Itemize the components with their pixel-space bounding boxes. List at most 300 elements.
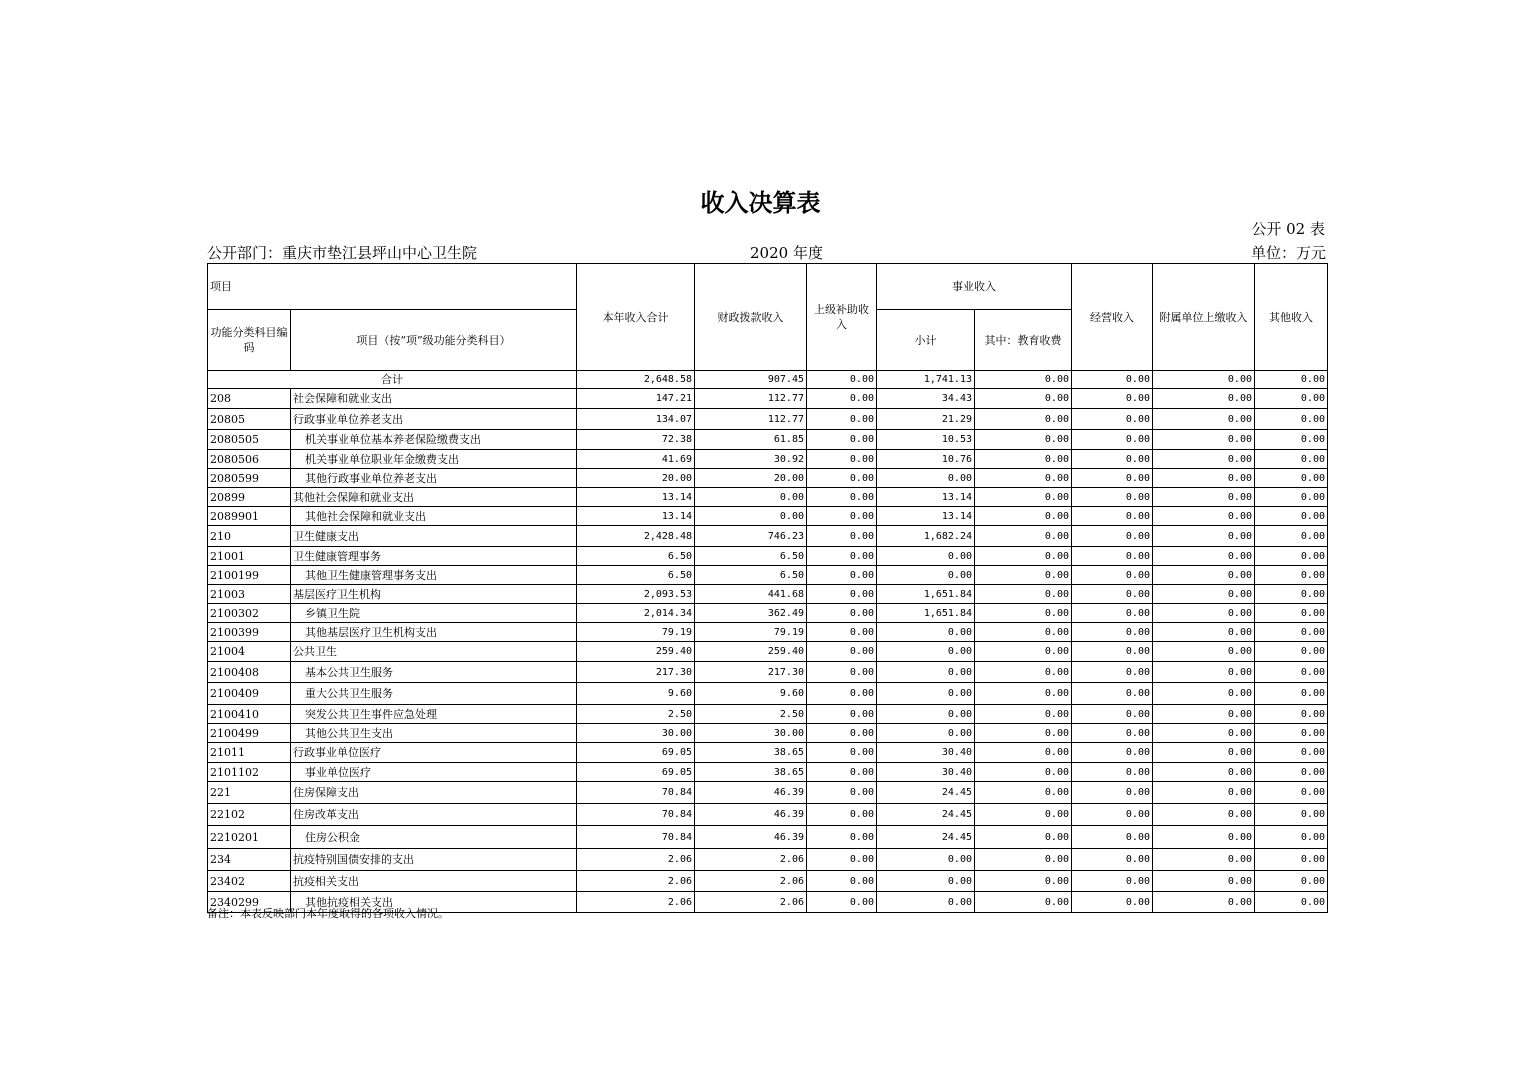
row-name: 其他抗疫相关支出	[291, 892, 577, 913]
table-row	[208, 507, 1328, 526]
row-value: 24.45	[877, 804, 975, 826]
row-value: 0.00	[1072, 782, 1153, 804]
row-value: 0.00	[1072, 585, 1153, 604]
row-value: 0.00	[975, 683, 1072, 705]
row-value: 0.00	[807, 804, 877, 826]
row-value: 0.00	[807, 488, 877, 507]
row-code: 2100199	[208, 566, 291, 585]
row-value: 0.00	[1153, 826, 1255, 849]
row-value: 0.00	[1072, 623, 1153, 642]
row-value: 0.00	[695, 507, 807, 526]
row-value: 0.00	[975, 642, 1072, 662]
row-code: 2210201	[208, 826, 291, 849]
row-value: 0.00	[1153, 705, 1255, 724]
row-name: 抗疫相关支出	[291, 871, 577, 892]
row-value: 0.00	[1255, 705, 1328, 724]
row-value: 0.00	[1255, 763, 1328, 782]
row-value: 0.00	[1072, 743, 1153, 763]
table-row	[208, 724, 1328, 743]
row-value: 0.00	[975, 488, 1072, 507]
header-business: 事业收入	[877, 264, 1072, 310]
table-row	[208, 782, 1328, 804]
row-value: 70.84	[577, 826, 695, 849]
total-value: 0.00	[1255, 371, 1328, 389]
row-value: 0.00	[807, 662, 877, 683]
row-value: 9.60	[577, 683, 695, 705]
row-code: 20805	[208, 409, 291, 430]
row-value: 1,651.84	[877, 604, 975, 623]
table-row	[208, 849, 1328, 871]
row-value: 0.00	[1153, 526, 1255, 547]
row-value: 0.00	[807, 743, 877, 763]
row-value: 0.00	[1255, 507, 1328, 526]
row-name: 突发公共卫生事件应急处理	[291, 705, 577, 724]
row-value: 0.00	[1153, 585, 1255, 604]
row-code: 2100499	[208, 724, 291, 743]
row-value: 147.21	[577, 389, 695, 409]
header-name: 项目（按“项”级功能分类科目）	[291, 310, 577, 371]
row-value: 0.00	[807, 826, 877, 849]
row-value: 13.14	[877, 507, 975, 526]
row-value: 0.00	[975, 623, 1072, 642]
row-value: 69.05	[577, 763, 695, 782]
row-value: 0.00	[877, 724, 975, 743]
row-value: 0.00	[807, 604, 877, 623]
header-subtotal: 小计	[877, 310, 975, 371]
row-value: 0.00	[807, 507, 877, 526]
row-value: 24.45	[877, 826, 975, 849]
row-value: 0.00	[975, 782, 1072, 804]
row-value: 34.43	[877, 389, 975, 409]
row-name: 行政事业单位养老支出	[291, 409, 577, 430]
row-value: 0.00	[1255, 683, 1328, 705]
row-value: 0.00	[807, 849, 877, 871]
header-other: 其他收入	[1255, 264, 1328, 371]
row-value: 6.50	[577, 547, 695, 566]
row-value: 20.00	[695, 469, 807, 488]
row-value: 0.00	[877, 623, 975, 642]
row-value: 2,014.34	[577, 604, 695, 623]
row-value: 2.50	[577, 705, 695, 724]
row-name: 事业单位医疗	[291, 763, 577, 782]
row-value: 0.00	[1072, 642, 1153, 662]
row-value: 6.50	[577, 566, 695, 585]
row-value: 30.40	[877, 743, 975, 763]
table-row	[208, 409, 1328, 430]
row-value: 0.00	[1255, 469, 1328, 488]
row-value: 0.00	[877, 705, 975, 724]
row-value: 0.00	[877, 849, 975, 871]
row-value: 0.00	[975, 871, 1072, 892]
header-total: 本年收入合计	[577, 264, 695, 371]
row-value: 0.00	[975, 826, 1072, 849]
table-row	[208, 526, 1328, 547]
row-value: 0.00	[1255, 547, 1328, 566]
table-row	[208, 488, 1328, 507]
unit-label: 单位：万元	[1250, 244, 1326, 262]
row-value: 0.00	[1255, 782, 1328, 804]
table-row	[208, 604, 1328, 623]
row-value: 0.00	[1072, 871, 1153, 892]
row-value: 0.00	[695, 488, 807, 507]
row-name: 住房保障支出	[291, 782, 577, 804]
table-row	[208, 547, 1328, 566]
header-item: 项目	[208, 264, 577, 310]
header-operation: 经营收入	[1072, 264, 1153, 371]
row-value: 0.00	[975, 604, 1072, 623]
row-value: 0.00	[975, 547, 1072, 566]
total-label: 合计	[208, 371, 577, 389]
row-value: 259.40	[695, 642, 807, 662]
row-value: 0.00	[877, 892, 975, 913]
row-value: 0.00	[1153, 430, 1255, 450]
row-value: 0.00	[1072, 604, 1153, 623]
row-value: 0.00	[1255, 604, 1328, 623]
row-value: 0.00	[1072, 849, 1153, 871]
row-value: 0.00	[807, 450, 877, 469]
row-code: 221	[208, 782, 291, 804]
table-row	[208, 469, 1328, 488]
row-value: 0.00	[807, 430, 877, 450]
header-edu: 其中：教育收费	[975, 310, 1072, 371]
row-value: 0.00	[1072, 892, 1153, 913]
row-value: 38.65	[695, 763, 807, 782]
report-meta	[207, 242, 1326, 262]
row-value: 0.00	[1072, 683, 1153, 705]
row-value: 0.00	[807, 782, 877, 804]
table-body	[208, 371, 1328, 913]
row-value: 0.00	[1153, 763, 1255, 782]
row-name: 住房公积金	[291, 826, 577, 849]
row-value: 746.23	[695, 526, 807, 547]
header-subsidy: 上级补助收入	[807, 264, 877, 371]
department-label: 公开部门：重庆市垫江县坪山中心卫生院	[207, 244, 478, 262]
table-row	[208, 642, 1328, 662]
row-name: 乡镇卫生院	[291, 604, 577, 623]
table-row	[208, 826, 1328, 849]
row-value: 0.00	[975, 763, 1072, 782]
row-value: 0.00	[877, 871, 975, 892]
row-value: 0.00	[1153, 450, 1255, 469]
row-value: 2.06	[695, 892, 807, 913]
row-code: 2100399	[208, 623, 291, 642]
row-name: 重大公共卫生服务	[291, 683, 577, 705]
row-value: 0.00	[877, 566, 975, 585]
row-value: 46.39	[695, 804, 807, 826]
row-value: 0.00	[807, 724, 877, 743]
row-value: 0.00	[1255, 871, 1328, 892]
row-value: 0.00	[1072, 724, 1153, 743]
header-affiliate: 附属单位上缴收入	[1153, 264, 1255, 371]
row-value: 0.00	[1255, 743, 1328, 763]
total-value: 2,648.58	[577, 371, 695, 389]
row-value: 0.00	[1153, 547, 1255, 566]
row-name: 其他卫生健康管理事务支出	[291, 566, 577, 585]
row-name: 其他社会保障和就业支出	[291, 488, 577, 507]
row-value: 24.45	[877, 782, 975, 804]
row-value: 70.84	[577, 782, 695, 804]
row-value: 0.00	[1153, 604, 1255, 623]
row-value: 0.00	[807, 623, 877, 642]
row-value: 0.00	[1072, 450, 1153, 469]
row-value: 46.39	[695, 782, 807, 804]
row-value: 13.14	[577, 488, 695, 507]
row-value: 30.92	[695, 450, 807, 469]
row-name: 抗疫特别国债安排的支出	[291, 849, 577, 871]
row-value: 2,428.48	[577, 526, 695, 547]
page-title: 收入决算表	[700, 189, 821, 217]
row-name: 机关事业单位基本养老保险缴费支出	[291, 430, 577, 450]
row-code: 2100410	[208, 705, 291, 724]
row-value: 0.00	[877, 662, 975, 683]
row-value: 0.00	[975, 507, 1072, 526]
row-value: 0.00	[1255, 642, 1328, 662]
form-number: 公开 02 表	[1251, 220, 1325, 238]
row-value: 0.00	[807, 547, 877, 566]
row-name: 社会保障和就业支出	[291, 389, 577, 409]
row-value: 0.00	[1153, 488, 1255, 507]
row-value: 2.50	[695, 705, 807, 724]
row-value: 0.00	[1255, 450, 1328, 469]
row-value: 0.00	[807, 469, 877, 488]
row-value: 0.00	[1153, 469, 1255, 488]
row-value: 0.00	[975, 430, 1072, 450]
row-value: 0.00	[807, 389, 877, 409]
row-value: 0.00	[807, 892, 877, 913]
row-code: 2101102	[208, 763, 291, 782]
header-fiscal: 财政拨款收入	[695, 264, 807, 371]
row-name: 基层医疗卫生机构	[291, 585, 577, 604]
row-value: 0.00	[1072, 763, 1153, 782]
total-row	[208, 371, 1328, 389]
row-value: 0.00	[975, 892, 1072, 913]
row-value: 0.00	[1153, 507, 1255, 526]
row-name: 卫生健康管理事务	[291, 547, 577, 566]
row-value: 0.00	[1072, 469, 1153, 488]
total-value: 0.00	[975, 371, 1072, 389]
row-value: 2.06	[577, 849, 695, 871]
row-value: 0.00	[807, 526, 877, 547]
row-value: 0.00	[1072, 566, 1153, 585]
row-name: 公共卫生	[291, 642, 577, 662]
row-value: 0.00	[1153, 662, 1255, 683]
row-value: 0.00	[1072, 826, 1153, 849]
row-name: 其他基层医疗卫生机构支出	[291, 623, 577, 642]
row-value: 0.00	[1072, 547, 1153, 566]
row-value: 61.85	[695, 430, 807, 450]
header-code: 功能分类科目编码	[208, 310, 291, 371]
row-value: 0.00	[975, 526, 1072, 547]
row-value: 0.00	[1072, 705, 1153, 724]
row-value: 0.00	[975, 585, 1072, 604]
row-value: 69.05	[577, 743, 695, 763]
row-value: 0.00	[1153, 389, 1255, 409]
row-value: 0.00	[1153, 724, 1255, 743]
row-value: 0.00	[975, 409, 1072, 430]
row-value: 112.77	[695, 409, 807, 430]
total-value: 907.45	[695, 371, 807, 389]
row-value: 2.06	[695, 849, 807, 871]
row-value: 0.00	[807, 763, 877, 782]
row-value: 0.00	[1153, 642, 1255, 662]
table-row	[208, 871, 1328, 892]
row-code: 2100302	[208, 604, 291, 623]
row-value: 79.19	[577, 623, 695, 642]
row-value: 0.00	[1255, 849, 1328, 871]
row-value: 41.69	[577, 450, 695, 469]
row-value: 0.00	[807, 683, 877, 705]
row-name: 基本公共卫生服务	[291, 662, 577, 683]
row-value: 441.68	[695, 585, 807, 604]
row-value: 0.00	[1072, 804, 1153, 826]
table-header	[208, 264, 1328, 371]
row-value: 0.00	[877, 469, 975, 488]
row-value: 70.84	[577, 804, 695, 826]
row-value: 0.00	[1072, 430, 1153, 450]
total-value: 0.00	[1153, 371, 1255, 389]
total-value: 1,741.13	[877, 371, 975, 389]
row-value: 0.00	[1153, 566, 1255, 585]
row-value: 0.00	[975, 743, 1072, 763]
row-value: 217.30	[695, 662, 807, 683]
row-code: 23402	[208, 871, 291, 892]
row-value: 0.00	[1153, 623, 1255, 642]
row-name: 机关事业单位职业年金缴费支出	[291, 450, 577, 469]
table-row	[208, 662, 1328, 683]
year-label: 2020 年度	[750, 244, 823, 262]
row-value: 0.00	[975, 705, 1072, 724]
row-value: 10.53	[877, 430, 975, 450]
row-value: 217.30	[577, 662, 695, 683]
row-value: 0.00	[975, 724, 1072, 743]
row-value: 0.00	[1153, 782, 1255, 804]
row-value: 0.00	[1072, 488, 1153, 507]
row-code: 2100408	[208, 662, 291, 683]
row-value: 0.00	[1072, 526, 1153, 547]
row-code: 2080599	[208, 469, 291, 488]
row-value: 0.00	[1255, 488, 1328, 507]
row-value: 0.00	[1072, 662, 1153, 683]
row-value: 0.00	[975, 849, 1072, 871]
row-value: 30.00	[577, 724, 695, 743]
row-code: 210	[208, 526, 291, 547]
row-value: 0.00	[1255, 623, 1328, 642]
row-value: 0.00	[807, 642, 877, 662]
table-row	[208, 804, 1328, 826]
row-value: 0.00	[1153, 743, 1255, 763]
row-value: 9.60	[695, 683, 807, 705]
row-value: 21.29	[877, 409, 975, 430]
row-code: 22102	[208, 804, 291, 826]
table-row	[208, 705, 1328, 724]
row-value: 38.65	[695, 743, 807, 763]
row-code: 21003	[208, 585, 291, 604]
row-value: 0.00	[1153, 409, 1255, 430]
row-value: 0.00	[1255, 430, 1328, 450]
row-value: 0.00	[877, 642, 975, 662]
table-row	[208, 566, 1328, 585]
row-value: 0.00	[807, 409, 877, 430]
total-value: 0.00	[1072, 371, 1153, 389]
row-value: 0.00	[1072, 389, 1153, 409]
row-code: 21004	[208, 642, 291, 662]
row-value: 0.00	[877, 683, 975, 705]
row-value: 10.76	[877, 450, 975, 469]
table-row	[208, 763, 1328, 782]
row-value: 0.00	[1255, 662, 1328, 683]
row-value: 13.14	[877, 488, 975, 507]
row-value: 0.00	[975, 566, 1072, 585]
row-value: 0.00	[1153, 871, 1255, 892]
row-value: 0.00	[807, 871, 877, 892]
table-row	[208, 743, 1328, 763]
row-name: 卫生健康支出	[291, 526, 577, 547]
row-value: 2,093.53	[577, 585, 695, 604]
row-code: 21011	[208, 743, 291, 763]
row-value: 0.00	[1072, 507, 1153, 526]
row-value: 0.00	[1153, 804, 1255, 826]
row-value: 0.00	[1153, 849, 1255, 871]
row-value: 0.00	[1255, 526, 1328, 547]
row-code: 208	[208, 389, 291, 409]
table-row	[208, 585, 1328, 604]
row-value: 0.00	[1072, 409, 1153, 430]
row-name: 其他社会保障和就业支出	[291, 507, 577, 526]
row-value: 1,651.84	[877, 585, 975, 604]
footnote: 备注：本表反映部门本年度取得的各项收入情况。	[207, 907, 449, 920]
row-value: 6.50	[695, 566, 807, 585]
row-code: 2080506	[208, 450, 291, 469]
row-value: 20.00	[577, 469, 695, 488]
row-value: 2.06	[577, 871, 695, 892]
table-row	[208, 430, 1328, 450]
row-value: 0.00	[975, 450, 1072, 469]
income-table	[207, 263, 1328, 913]
table-row	[208, 389, 1328, 409]
row-value: 0.00	[1255, 804, 1328, 826]
row-value: 0.00	[807, 566, 877, 585]
row-value: 0.00	[975, 389, 1072, 409]
row-value: 30.40	[877, 763, 975, 782]
row-value: 0.00	[975, 662, 1072, 683]
row-value: 2.06	[695, 871, 807, 892]
table-row	[208, 623, 1328, 642]
row-value: 362.49	[695, 604, 807, 623]
row-value: 79.19	[695, 623, 807, 642]
row-value: 0.00	[1255, 585, 1328, 604]
row-name: 行政事业单位医疗	[291, 743, 577, 763]
row-name: 住房改革支出	[291, 804, 577, 826]
row-value: 0.00	[807, 705, 877, 724]
row-name: 其他行政事业单位养老支出	[291, 469, 577, 488]
table-row	[208, 683, 1328, 705]
row-value: 0.00	[975, 804, 1072, 826]
row-value: 0.00	[975, 469, 1072, 488]
row-code: 2080505	[208, 430, 291, 450]
total-value: 0.00	[807, 371, 877, 389]
table-row	[208, 450, 1328, 469]
row-name: 其他公共卫生支出	[291, 724, 577, 743]
row-value: 0.00	[1153, 892, 1255, 913]
row-code: 20899	[208, 488, 291, 507]
row-value: 0.00	[807, 585, 877, 604]
row-value: 259.40	[577, 642, 695, 662]
row-value: 13.14	[577, 507, 695, 526]
row-value: 1,682.24	[877, 526, 975, 547]
row-value: 112.77	[695, 389, 807, 409]
row-value: 30.00	[695, 724, 807, 743]
row-code: 2340299	[208, 892, 291, 913]
